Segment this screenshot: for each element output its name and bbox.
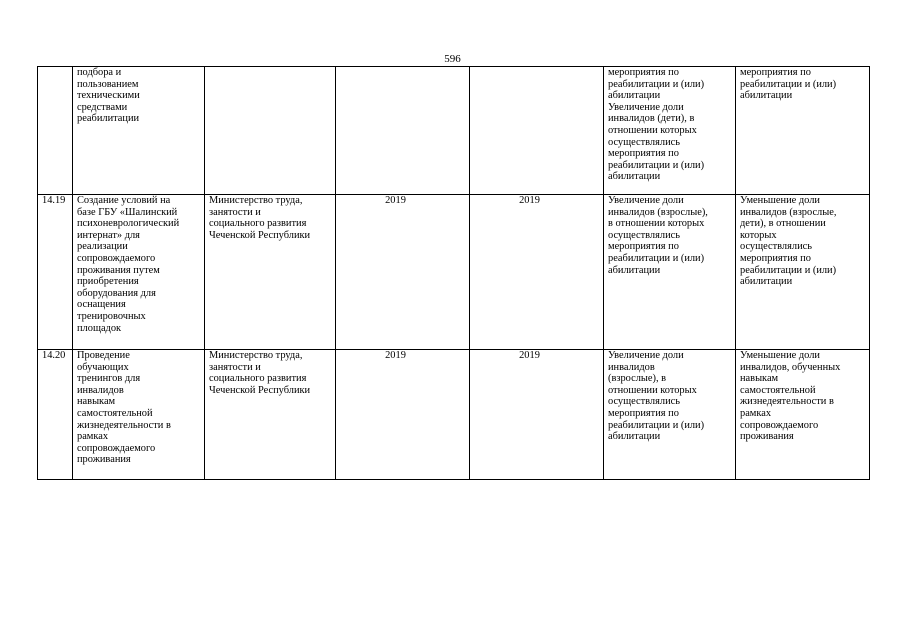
executor-cell — [205, 67, 336, 195]
end-year-cell: 2019 — [470, 350, 604, 480]
start-year-cell: 2019 — [336, 195, 470, 350]
indicator-cell: Увеличение доли инвалидов (взрослые), в отношении которых осуществлялись мероприятия по реабилитации и (или) абилитации — [604, 195, 736, 350]
end-year-cell: 2019 — [470, 195, 604, 350]
table-row — [38, 67, 870, 195]
result-cell: Уменьшение доли инвалидов, обученных навыкам самостоятельной жизнедеятельности в рамках сопровождаемого проживания — [736, 350, 870, 480]
start-year-cell: 2019 — [336, 350, 470, 480]
page-number: 596 — [444, 53, 461, 65]
executor-cell: Министерство труда, занятости и социального развития Чеченской Республики — [205, 195, 336, 350]
table-row — [38, 350, 870, 480]
table-row — [38, 195, 870, 350]
event-cell: Проведение обучающих тренингов для инвалидов навыкам самостоятельной жизнедеятельности в рамках сопровождаемого проживания — [73, 350, 205, 480]
row-number: 14.19 — [38, 195, 73, 350]
result-cell: мероприятия по реабилитации и (или) абилитации — [736, 67, 870, 195]
row-number — [38, 67, 73, 195]
end-year-cell — [470, 67, 604, 195]
start-year-cell — [336, 67, 470, 195]
measures-table — [37, 66, 870, 480]
event-cell: Создание условий на базе ГБУ «Шалинский психоневрологический интернат» для реализации сопровождаемого проживания путем приобретения оборудования для оснащения тренировочных площадок — [73, 195, 205, 350]
indicator-cell: мероприятия по реабилитации и (или) абилитации Увеличение доли инвалидов (дети), в отношении которых осуществлялись мероприятия по реабилитации и (или) абилитации — [604, 67, 736, 195]
result-cell: Уменьшение доли инвалидов (взрослые, дети), в отношении которых осуществлялись мероприятия по реабилитации и (или) абилитации — [736, 195, 870, 350]
row-number: 14.20 — [38, 350, 73, 480]
event-cell: подбора и пользованием техническими средствами реабилитации — [73, 67, 205, 195]
indicator-cell: Увеличение доли инвалидов (взрослые), в отношении которых осуществлялись мероприятия по реабилитации и (или) абилитации — [604, 350, 736, 480]
executor-cell: Министерство труда, занятости и социального развития Чеченской Республики — [205, 350, 336, 480]
